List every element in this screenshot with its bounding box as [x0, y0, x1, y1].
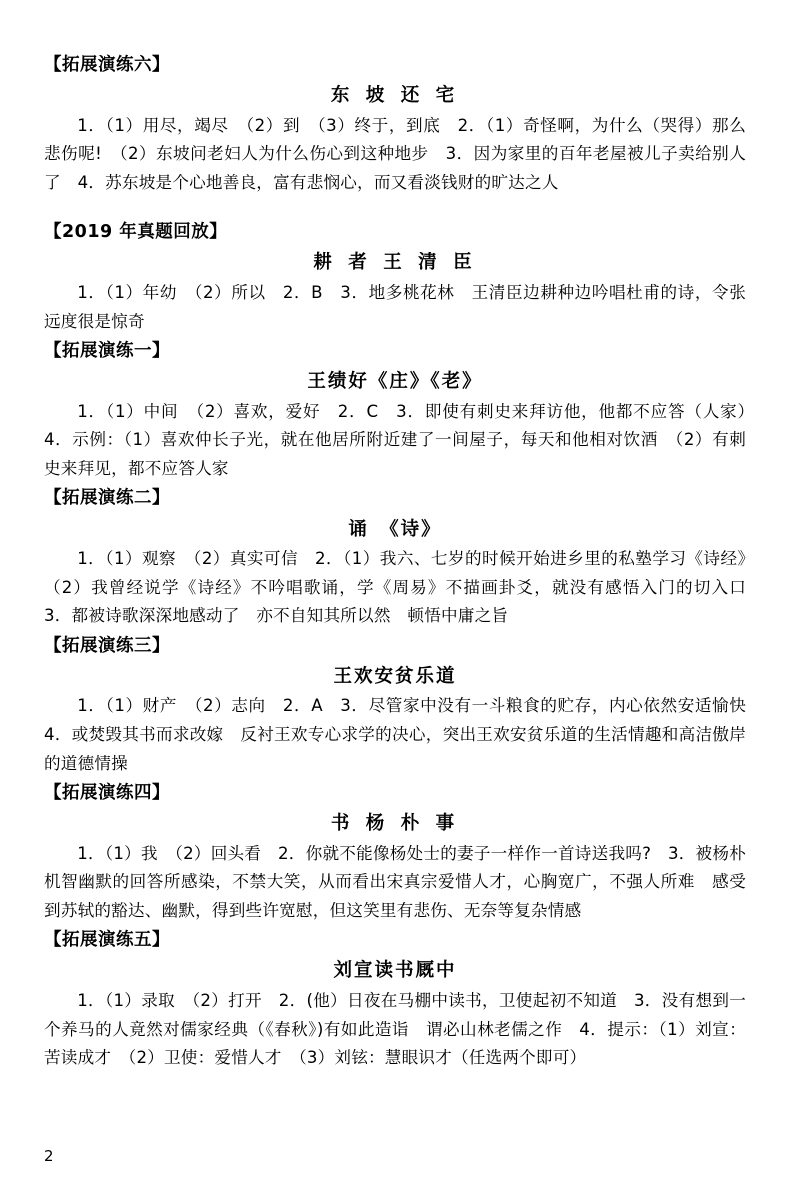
section-2019-zhenti: [44, 219, 746, 336]
answer-body: 1．（1）中间 （2）喜欢，爱好 2．C 3．即使有刺史来拜访他，他都不应答（人家） 4．示例：（1）喜欢仲长子光，就在他居所附近建了一间屋子，每天和他相对饮酒 （2）有刺史来拜见，都不应答人家: [44, 401, 763, 478]
answer-body: 1．（1）录取 （2）打开 2．(他）日夜在马棚中读书，卫使起初不知道 3．没有想到一个养马的人竟然对儒家经典（《春秋》)有如此造诣 谓必山林老儒之作 4．提示：（1）刘宣：苦读成才 （2）卫使：爱惜人才 （3）刘铉：慧眼识才（任选两个即可）: [44, 991, 746, 1068]
section-tuozhan-two: [44, 485, 763, 630]
piece-title: 书 杨 朴 事: [330, 813, 460, 835]
answer-body: 1．（1）我 （2）回头看 2．你就不能像杨处士的妻子一样作一首诗送我吗? 3．被杨朴机智幽默的回答所感染，不禁大笑，从而看出宋真宗爱惜人才，心胸宽广，不强人所难 感受到苏轼的豁达、幽默，得到些许宽慰，但这笑里有悲伤、无奈等复杂情感: [44, 843, 746, 920]
section-heading: 【拓展演练四】: [44, 783, 170, 804]
section-tuozhan-five: [44, 927, 746, 1072]
section-heading: 【拓展演练二】: [44, 488, 170, 509]
section-heading: 【拓展演练一】: [44, 341, 170, 362]
piece-title: 耕 者 王 清 臣: [313, 252, 477, 274]
piece-title: 东 坡 还 宅: [330, 85, 460, 107]
section-tuozhan-three: [44, 633, 763, 778]
answer-body: 1．（1）年幼 （2）所以 2．B 3．地多桃花林 王清臣边耕种边吟唱杜甫的诗，令张远度很是惊奇: [44, 283, 746, 331]
piece-title: 刘宣读书厩中: [333, 960, 457, 982]
section-heading: 【拓展演练三】: [44, 635, 170, 656]
section-tuozhan-four: [44, 780, 746, 925]
answer-body: 1．（1）观察 （2）真实可信 2．（1）我六、七岁的时候开始进乡里的私塾学习《诗经》 （2）我曾经说学《诗经》不吟唱歌诵，学《周易》不描画卦爻，就没有感悟入门的切入口 3．都被诗歌深深地感动了 亦不自知其所以然 顿悟中庸之旨: [44, 549, 763, 626]
answer-body: 1．（1）财产 （2）志向 2．A 3．尽管家中没有一斗粮食的贮存，内心依然安适愉快 4．或焚毁其书而求改嫁 反衬王欢专心求学的决心，突出王欢安贫乐道的生活情趣和高洁傲岸的道德情操: [44, 696, 763, 773]
piece-title: 诵 《诗》: [348, 518, 442, 540]
answer-body: 1．（1）用尽，竭尽 （2）到 （3）终于，到底 2．（1）奇怪啊，为什么（哭得）那么悲伤呢! （2）东坡问老妇人为什么伤心到这种地步 3．因为家里的百年老屋被儿子卖给别人了 4．苏东坡是个心地善良，富有悲悯心，而又看淡钱财的旷达之人: [44, 115, 746, 192]
section-tuozhan-one: [44, 338, 763, 483]
section-heading: 【2019 年真题回放】: [44, 222, 228, 243]
section-heading: 【拓展演练六】: [44, 55, 170, 75]
page-number: 2: [44, 1147, 54, 1165]
piece-title: 王欢安贫乐道: [333, 665, 457, 687]
section-tuozhan-six: [44, 52, 746, 197]
section-heading: 【拓展演练五】: [44, 930, 170, 951]
piece-title: 王绩好《庄》《老》: [307, 371, 483, 393]
